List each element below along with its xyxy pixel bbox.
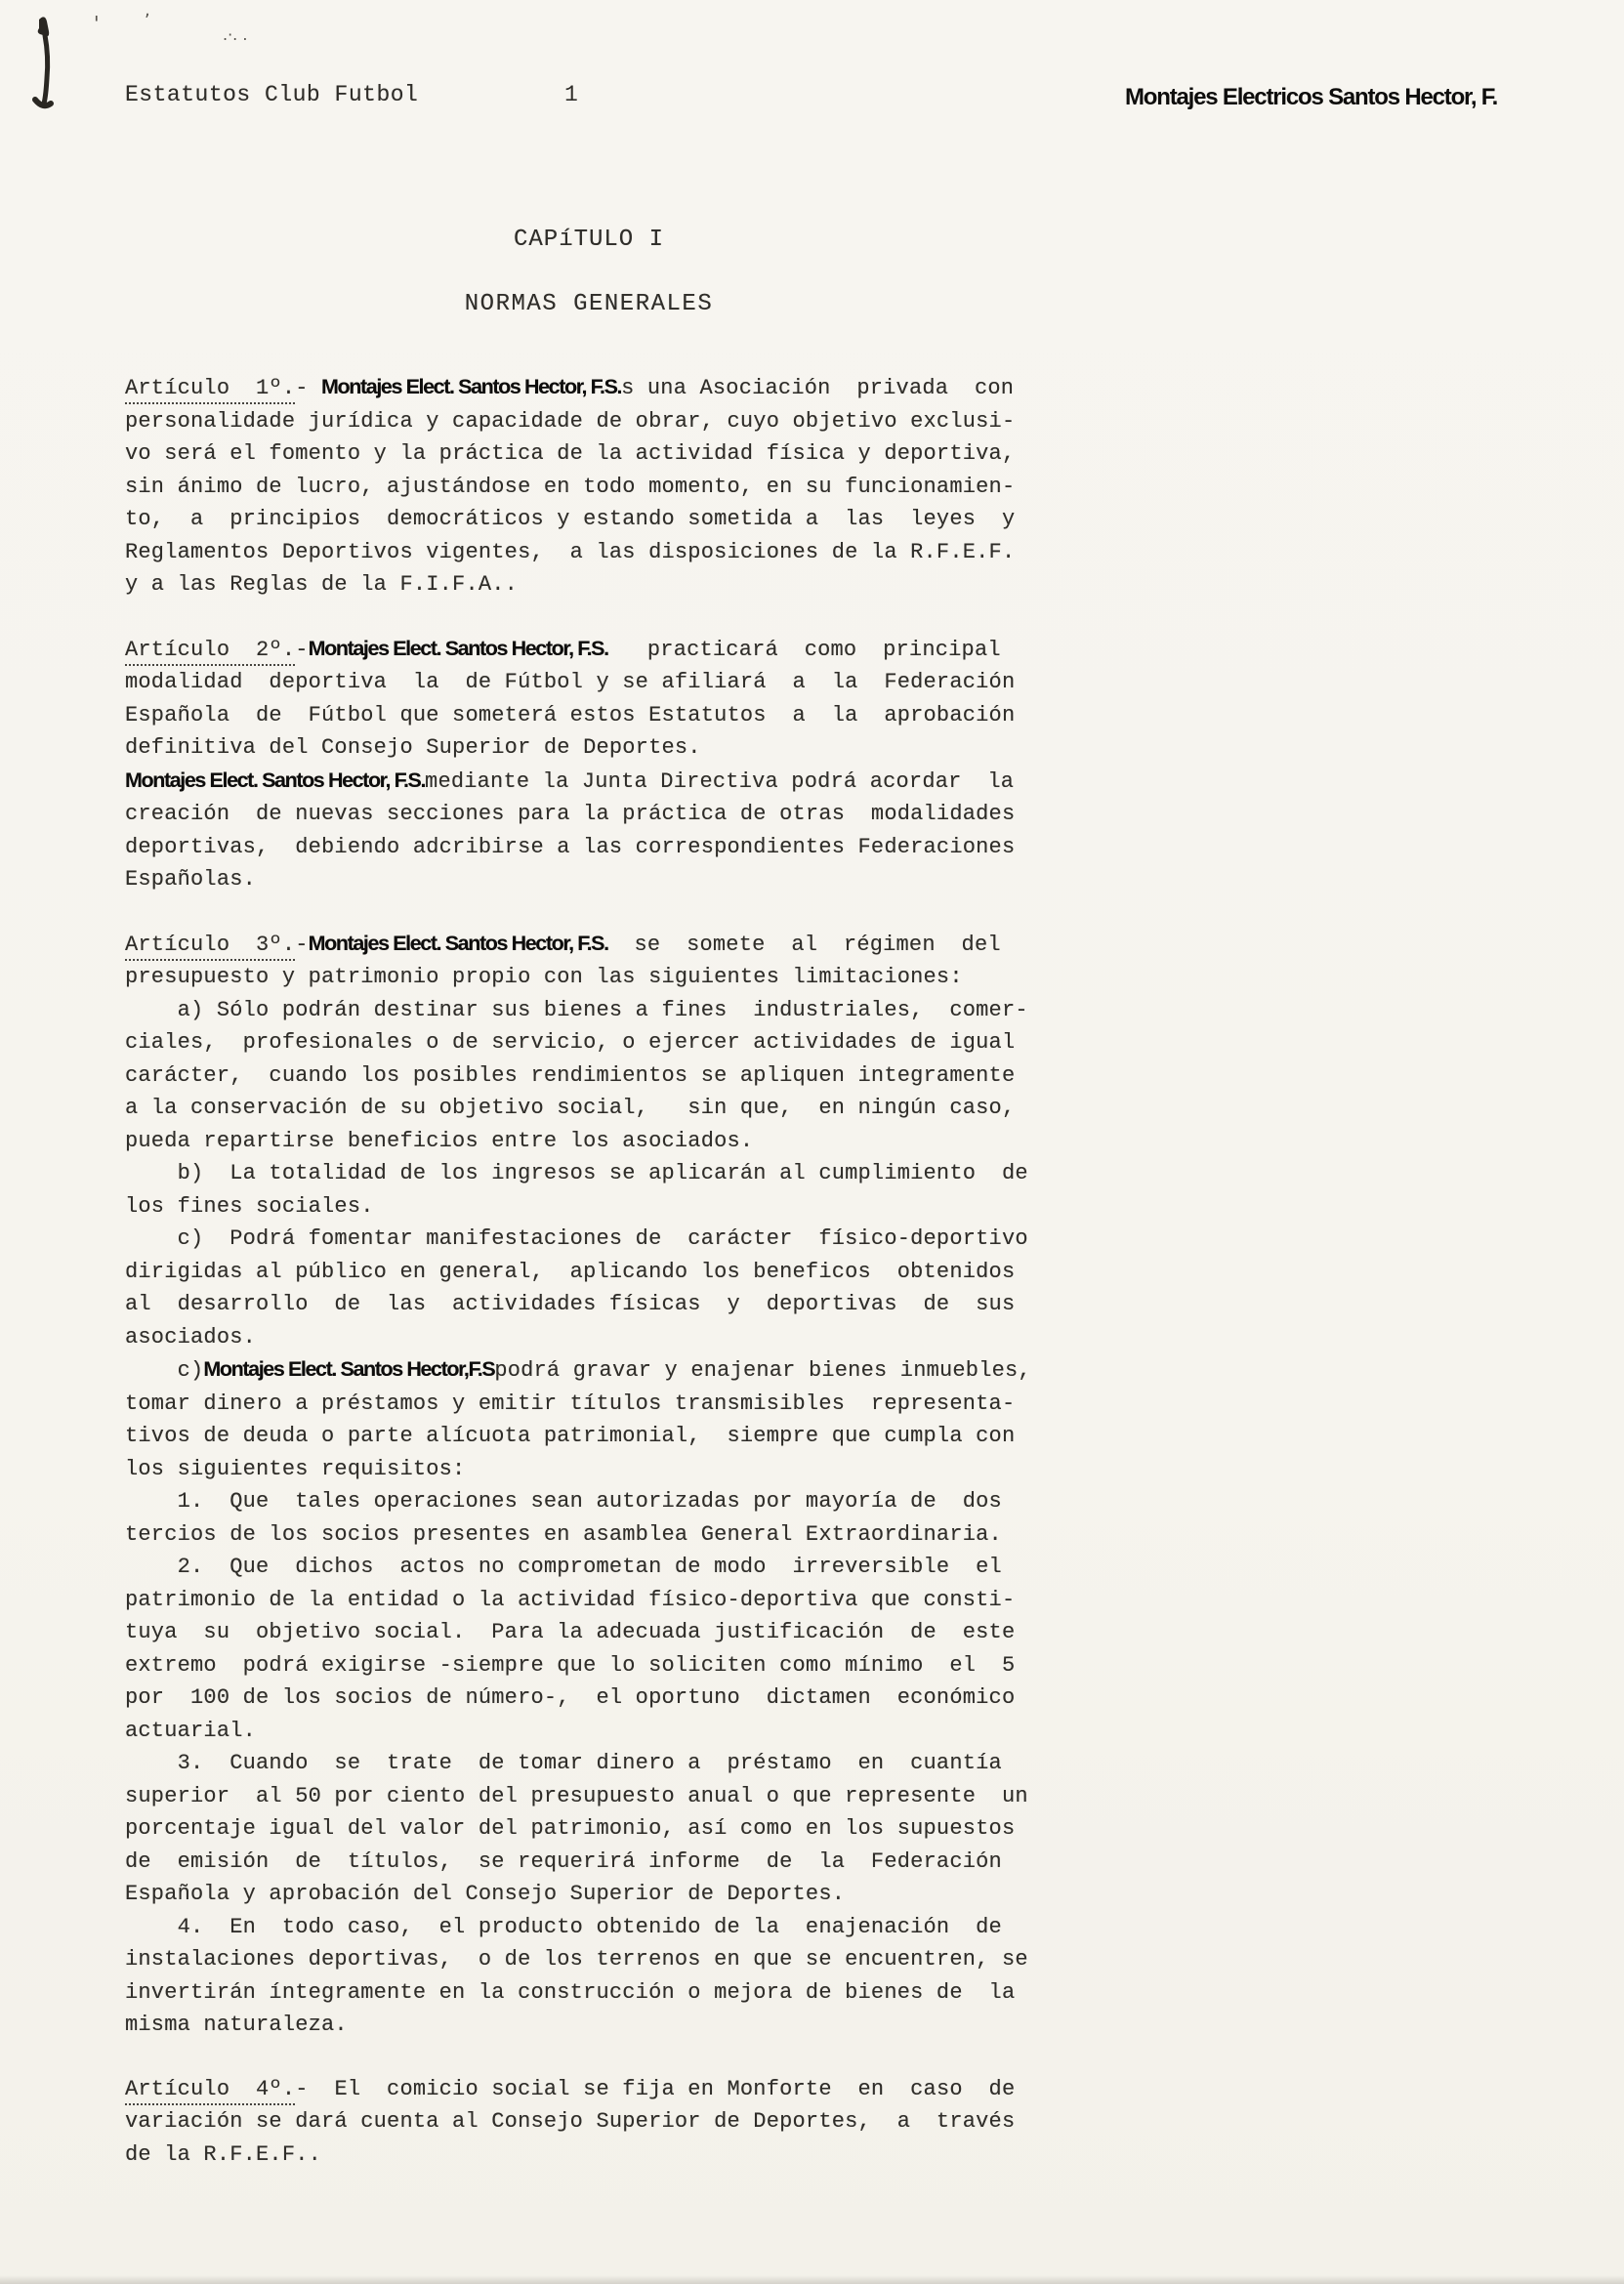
typewriter-text: podrá gravar y enajenar bienes inmuebles, — [494, 1358, 1031, 1383]
text-line — [125, 1551, 1092, 1584]
typewriter-text: por 100 de los socios de número-, el oportuno dictamen económico — [125, 1685, 1016, 1710]
text-line — [125, 1682, 1092, 1715]
typewriter-text: - — [295, 932, 309, 957]
text-line — [125, 1157, 1092, 1190]
text-line — [125, 568, 1092, 602]
club-name-header: Montajes Electricos Santos Hector, F. — [1125, 84, 1498, 110]
article-number: Artículo 4º. — [125, 2077, 295, 2105]
text-line — [125, 437, 1092, 471]
typewriter-text: tomar dinero a préstamos y emitir títulos transmisibles representa- — [125, 1391, 1016, 1416]
typewriter-text: instalaciones deportivas, o de los terrenos en que se encuentren, se — [125, 1947, 1028, 1972]
text-line — [125, 1943, 1092, 1976]
text-line — [125, 1125, 1092, 1158]
text-line — [125, 405, 1092, 438]
article-1 — [125, 371, 1092, 602]
typewriter-text: patrimonio de la entidad o la actividad físico-deportiva que consti- — [125, 1587, 1016, 1612]
typewriter-text: los siguientes requisitos: — [125, 1456, 466, 1481]
text-line — [125, 1092, 1092, 1125]
typewriter-text: ciales, profesionales o de servicio, o ejercer actividades de igual — [125, 1030, 1016, 1055]
text-line — [125, 2105, 1092, 2139]
text-line — [125, 2139, 1092, 2172]
typewriter-text: - — [295, 637, 309, 662]
typewriter-text: los fines sociales. — [125, 1193, 374, 1219]
text-line — [125, 1812, 1092, 1846]
scan-speck: ' — [94, 12, 100, 35]
typewriter-text: a) Sólo podrán destinar sus bienes a fines industriales, comer- — [125, 997, 1028, 1022]
text-line — [125, 371, 1092, 405]
article-4 — [125, 2073, 1092, 2172]
club-name-overlay: Montajes Elect. Santos Hector,F.S — [203, 1357, 495, 1381]
text-line — [125, 1190, 1092, 1224]
typewriter-text: tivos de deuda o parte alícuota patrimonial, siempre que cumpla con — [125, 1424, 1016, 1448]
typewriter-text: - El comicio social se fija en Monforte en caso de — [295, 2076, 1016, 2101]
chapter-title: CAPíTULO I — [513, 227, 665, 253]
typewriter-text: pueda repartirse beneficios entre los asociados. — [125, 1128, 754, 1153]
typewriter-text: modalidad deportiva la de Fútbol y se afiliará a la Federación — [125, 670, 1016, 694]
typewriter-text: porcentaje igual del valor del patrimonio, así como en los supuestos — [125, 1816, 1016, 1841]
text-line — [125, 1616, 1092, 1649]
text-line — [125, 1911, 1092, 1944]
text-line — [125, 994, 1092, 1027]
typewriter-text: b) La totalidad de los ingresos se aplicarán al cumplimiento de — [125, 1161, 1028, 1185]
typewriter-text: definitiva del Consejo Superior de Deportes. — [125, 735, 701, 760]
text-line — [125, 1321, 1092, 1354]
text-line — [125, 1026, 1092, 1059]
text-line — [125, 503, 1092, 536]
text-line — [125, 765, 1092, 799]
typewriter-text: creación de nuevas secciones para la práctica de otras modalidades — [125, 802, 1016, 826]
text-line — [125, 798, 1092, 831]
chapter-subtitle: NORMAS GENERALES — [464, 291, 714, 317]
text-line — [125, 1353, 1092, 1388]
text-line — [125, 1485, 1092, 1518]
typewriter-text: 3. Cuando se trate de tomar dinero a préstamo en cuantía — [125, 1751, 1002, 1775]
club-name-overlay: Montajes Elect. Santos Hector, F.S. — [308, 931, 608, 955]
text-line — [125, 831, 1092, 864]
typewriter-text: a la conservación de su objetivo social, sin que, en ningún caso, — [125, 1096, 1016, 1120]
typewriter-text: sin ánimo de lucro, ajustándose en todo momento, en su funcionamien- — [125, 474, 1016, 499]
typewriter-text: al desarrollo de las actividades físicas y deportivas de sus — [125, 1292, 1016, 1316]
typewriter-text: 1. Que tales operaciones sean autorizadas por mayoría de dos — [125, 1489, 1002, 1514]
typewriter-text: actuarial. — [125, 1718, 257, 1743]
typewriter-text: Españolas. — [125, 867, 257, 892]
typewriter-text: se somete al régimen del — [607, 932, 1001, 957]
scan-edge-shadow — [0, 2275, 1624, 2284]
typewriter-text: vo será el fomento y la práctica de la actividad física y deportiva, — [125, 441, 1016, 466]
article-3 — [125, 928, 1092, 2042]
club-name-overlay: Montajes Elect. Santos Hector, F.S. — [125, 768, 426, 792]
typewriter-text: de la R.F.E.F.. — [125, 2141, 322, 2167]
text-line — [125, 1388, 1092, 1421]
text-line — [125, 1846, 1092, 1879]
typewriter-text: tuya su objetivo social. Para la adecuada justificación de este — [125, 1620, 1016, 1644]
typewriter-text: superior al 50 por ciento del presupuesto anual o que represente un — [125, 1783, 1028, 1808]
text-line — [125, 699, 1092, 732]
text-line — [125, 1223, 1092, 1256]
text-line — [125, 1256, 1092, 1289]
typewriter-text: dirigidas al público en general, aplicando los beneficos obtenidos — [125, 1259, 1016, 1284]
typewriter-text: variación se dará cuenta al Consejo Superior de Deportes, a través — [125, 2109, 1016, 2134]
typewriter-text: tercios de los socios presentes en asamblea General Extraordinaria. — [125, 1521, 1002, 1547]
typewriter-text: extremo podrá exigirse -siempre que lo soliciten como mínimo el 5 — [125, 1652, 1016, 1678]
typewriter-text: practicará como principal — [607, 637, 1001, 662]
typewriter-text: 2. Que dichos actos no comprometan de modo irreversible el — [125, 1555, 1002, 1579]
typewriter-text: Española y aprobación del Consejo Superior de Deportes. — [125, 1882, 846, 1906]
typewriter-text: presupuesto y patrimonio propio con las siguientes limitaciones: — [125, 965, 963, 989]
text-line — [125, 1518, 1092, 1552]
scan-speck: .·. . — [223, 25, 248, 44]
typewriter-text: asociados. — [125, 1324, 257, 1350]
typewriter-text: to, a principios democráticos y estando sometida a las leyes y — [125, 507, 1016, 531]
article-number: Artículo 1º. — [125, 376, 295, 404]
text-line — [125, 2073, 1092, 2106]
text-line — [125, 1649, 1092, 1682]
text-line — [125, 961, 1092, 994]
text-line — [125, 536, 1092, 569]
typewriter-text: c) Podrá fomentar manifestaciones de carácter físico-deportivo — [125, 1226, 1028, 1251]
text-line — [125, 928, 1092, 962]
typewriter-text: carácter, cuando los posibles rendimientos se apliquen integramente — [125, 1062, 1016, 1088]
page-header — [0, 82, 1624, 117]
text-line — [125, 1584, 1092, 1617]
text-line — [125, 1059, 1092, 1093]
typewriter-text: 4. En todo caso, el producto obtenido de la enajenación de — [125, 1914, 1002, 1939]
document-title: Estatutos Club Futbol — [125, 82, 419, 107]
typewriter-text: mediante la Junta Directiva podrá acordar la — [425, 768, 1015, 794]
article-2 — [125, 633, 1092, 896]
text-line — [125, 633, 1092, 667]
typewriter-text: c) — [125, 1358, 204, 1383]
typewriter-text: misma naturaleza. — [125, 2013, 348, 2037]
text-line — [125, 1288, 1092, 1321]
typewriter-text: invertirán íntegramente en la construcción o mejora de bienes de la — [125, 1979, 1016, 2005]
article-number: Artículo 3º. — [125, 933, 295, 961]
page-number: 1 — [564, 82, 578, 107]
club-name-overlay: Montajes Elect. Santos Hector, F.S. — [308, 636, 608, 660]
typewriter-text: Española de Fútbol que someterá estos Estatutos a la aprobación — [125, 702, 1016, 727]
club-name-overlay: Montajes Elect. Santos Hector, F.S. — [321, 375, 622, 398]
scan-speck: , — [145, 0, 150, 21]
article-list — [125, 371, 1092, 2171]
text-line — [125, 1715, 1092, 1748]
text-line — [125, 1976, 1092, 2010]
typewriter-text: Reglamentos Deportivos vigentes, a las disposiciones de la R.F.E.F. — [125, 539, 1016, 564]
text-line — [125, 1747, 1092, 1780]
text-line — [125, 1453, 1092, 1486]
text-line — [125, 471, 1092, 504]
text-line — [125, 731, 1092, 765]
text-line — [125, 1420, 1092, 1453]
typewriter-text: personalidade jurídica y capacidade de obrar, cuyo objetivo exclusi- — [125, 408, 1016, 434]
text-line — [125, 666, 1092, 699]
typewriter-text: deportivas, debiendo adcribirse a las correspondientes Federaciones — [125, 834, 1016, 859]
text-line — [125, 1780, 1092, 1813]
article-number: Artículo 2º. — [125, 638, 295, 666]
typewriter-text: de emisión de títulos, se requerirá informe de la Federación — [125, 1848, 1002, 1874]
typewriter-text: y a las Reglas de la F.I.F.A.. — [125, 572, 519, 597]
text-line — [125, 2009, 1092, 2042]
text-line — [125, 1878, 1092, 1911]
text-line — [125, 863, 1092, 896]
typewriter-text: s una Asociación privada con — [621, 376, 1015, 400]
typewriter-text: - — [295, 376, 322, 400]
